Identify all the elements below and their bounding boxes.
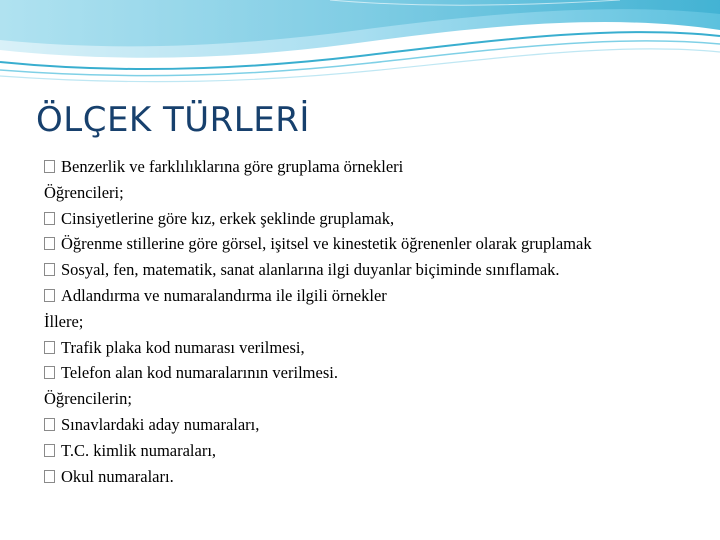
bullet-item: [44, 412, 674, 438]
line-text: Benzerlik ve farklılıklarına göre gruplama örnekleri: [61, 157, 404, 176]
bullet-item: [44, 464, 674, 490]
bullet-item: [44, 438, 674, 464]
line-text: Cinsiyetlerine göre kız, erkek şeklinde gruplamak,: [61, 208, 395, 228]
header-wave-decoration: [0, 0, 720, 90]
slide-content: [44, 154, 674, 489]
bullet-item: [44, 206, 674, 232]
line-text: T.C. kimlik numaraları,: [61, 440, 217, 460]
empty-square-icon: [44, 263, 55, 276]
line-text: Trafik plaka kod numarası verilmesi,: [61, 337, 305, 357]
line-text: Öğrencileri;: [44, 182, 124, 202]
empty-square-icon: [44, 470, 55, 483]
empty-square-icon: [44, 444, 55, 457]
bullet-item: [44, 257, 674, 283]
slide-title: ÖLÇEK TÜRLERİ: [36, 100, 310, 140]
line-text: Öğrenme stillerine göre görsel, işitsel ve kinestetik öğrenenler olarak gruplamak: [61, 234, 592, 254]
empty-square-icon: [44, 212, 55, 225]
content-line: [44, 309, 674, 335]
empty-square-icon: [44, 237, 55, 250]
line-text: Sosyal, fen, matematik, sanat alanlarına ilgi duyanlar biçiminde sınıflamak.: [61, 260, 560, 280]
empty-square-icon: [44, 418, 55, 431]
line-text: İllere;: [44, 311, 84, 331]
bullet-item: [44, 231, 674, 257]
empty-square-icon: [44, 341, 55, 354]
bullet-item: [44, 360, 674, 386]
content-line: [44, 386, 674, 412]
content-line: [44, 180, 674, 206]
line-text: Telefon alan kod numaralarının verilmesi.: [61, 363, 338, 383]
empty-square-icon: [44, 289, 55, 302]
bullet-item: [44, 154, 674, 180]
bullet-item: [44, 283, 674, 309]
empty-square-icon: [44, 160, 55, 173]
line-text: Adlandırma ve numaralandırma ile ilgili örnekler: [61, 285, 387, 305]
line-text: Öğrencilerin;: [44, 389, 132, 409]
line-text: Okul numaraları.: [61, 466, 174, 486]
bullet-item: [44, 335, 674, 361]
line-text: Sınavlardaki aday numaraları,: [61, 414, 260, 434]
empty-square-icon: [44, 366, 55, 379]
